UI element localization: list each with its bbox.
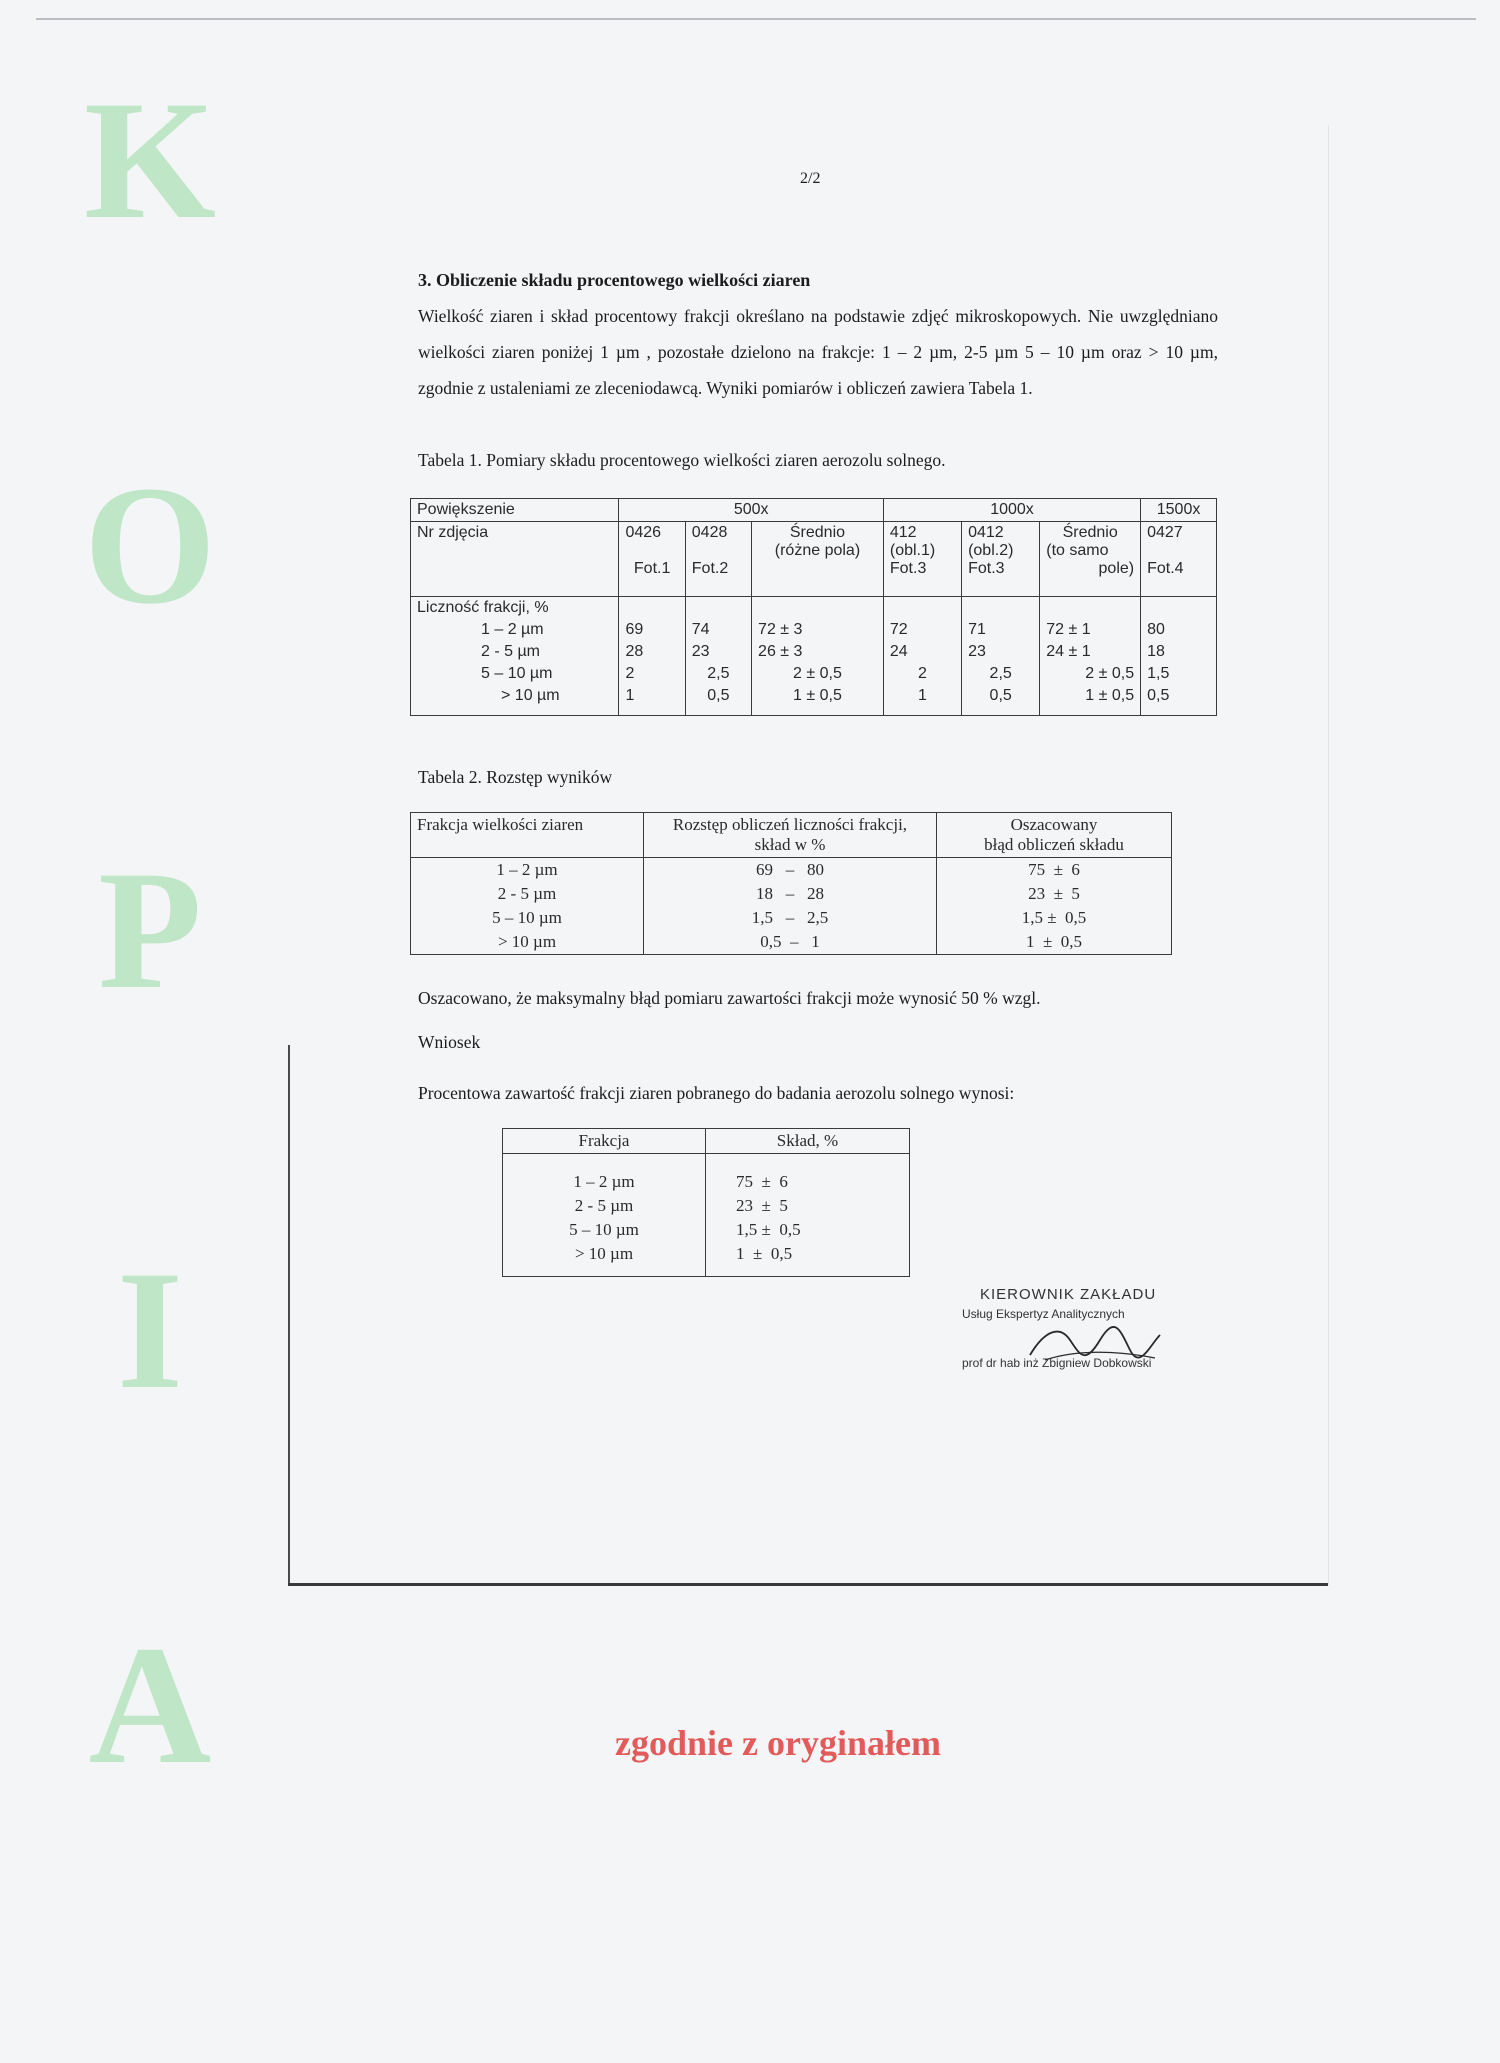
table1 bbox=[410, 498, 1217, 716]
cell: 80 bbox=[1141, 619, 1217, 641]
table3-header-fraction: Frakcja bbox=[503, 1129, 706, 1154]
cell: 1,5 bbox=[1141, 663, 1217, 685]
table1-mag-500: 500x bbox=[619, 499, 883, 522]
cell: 72 ± 3 bbox=[752, 619, 884, 641]
scan-frame-bottom bbox=[288, 1583, 1328, 1586]
table2-caption: Tabela 2. Rozstęp wyników bbox=[418, 767, 613, 787]
composition-value: 1,5 ± 0,5 bbox=[706, 1218, 910, 1242]
accuracy-note: Oszacowano, że maksymalny błąd pomiaru zawartości frakcji może wynosić 50 % wzgl. bbox=[418, 988, 1041, 1008]
table-row bbox=[411, 906, 1172, 930]
photo-note: (różne pola) bbox=[774, 542, 861, 559]
cell: 2 ± 0,5 bbox=[1040, 663, 1141, 685]
fraction-label: 2 - 5 µm bbox=[411, 882, 644, 906]
table-row bbox=[411, 858, 1172, 883]
photo-note: (to samo bbox=[1046, 542, 1109, 559]
table1-label-frequency: Liczność frakcji, % bbox=[411, 597, 619, 620]
fraction-label: > 10 µm bbox=[411, 685, 619, 716]
page-number: 2/2 bbox=[800, 170, 821, 187]
photo-note: pole) bbox=[1098, 560, 1135, 577]
table-row bbox=[411, 619, 1217, 641]
range-value: 1,5 – 2,5 bbox=[644, 906, 937, 930]
table1-mag-1000: 1000x bbox=[883, 499, 1140, 522]
composition-value: 75 ± 6 bbox=[706, 1170, 910, 1194]
fraction-label: 2 - 5 µm bbox=[411, 641, 619, 663]
cell: 2 bbox=[883, 663, 961, 685]
header-line: skład w % bbox=[754, 835, 826, 854]
table-row bbox=[503, 1218, 910, 1242]
table2-header-error bbox=[937, 813, 1172, 858]
photo-fot: Fot.1 bbox=[633, 560, 671, 577]
photo-fot: Fot.4 bbox=[1147, 560, 1184, 577]
table2-header-range bbox=[644, 813, 937, 858]
cell: 2 ± 0,5 bbox=[752, 663, 884, 685]
fraction-label: 5 – 10 µm bbox=[411, 663, 619, 685]
table-row bbox=[503, 1170, 910, 1194]
photo-id: Średnio bbox=[789, 524, 846, 541]
cell: 1 bbox=[883, 685, 961, 716]
cell: 2 bbox=[619, 663, 685, 685]
conclusion-text: Procentowa zawartość frakcji ziaren pobranego do badania aerozolu solnego wynosi: bbox=[418, 1083, 1015, 1103]
table3-header-composition: Skład, % bbox=[706, 1129, 910, 1154]
fraction-label: 5 – 10 µm bbox=[503, 1218, 706, 1242]
photo-id: 0427 bbox=[1147, 524, 1183, 541]
table2 bbox=[410, 812, 1172, 955]
cell: 0,5 bbox=[685, 685, 751, 716]
table-row bbox=[411, 685, 1217, 716]
table1-label-magnification: Powiększenie bbox=[411, 499, 619, 522]
cell: 2,5 bbox=[685, 663, 751, 685]
photo-id: 0412 bbox=[968, 524, 1004, 541]
certified-copy-stamp: zgodnie z oryginałem bbox=[615, 1723, 941, 1763]
fraction-label: 1 – 2 µm bbox=[411, 858, 644, 883]
fraction-label: 5 – 10 µm bbox=[411, 906, 644, 930]
cell: 0,5 bbox=[1141, 685, 1217, 716]
cell: 24 bbox=[883, 641, 961, 663]
error-value: 1 ± 0,5 bbox=[937, 930, 1172, 955]
table1-mag-1500: 1500x bbox=[1141, 499, 1217, 522]
fraction-label: 2 - 5 µm bbox=[503, 1194, 706, 1218]
page-edge-line bbox=[36, 18, 1476, 20]
error-value: 23 ± 5 bbox=[937, 882, 1172, 906]
conclusion-title: Wniosek bbox=[418, 1032, 481, 1052]
cell: 28 bbox=[619, 641, 685, 663]
error-value: 1,5 ± 0,5 bbox=[937, 906, 1172, 930]
cell: 72 bbox=[883, 619, 961, 641]
composition-value: 23 ± 5 bbox=[706, 1194, 910, 1218]
cell: 74 bbox=[685, 619, 751, 641]
header-line: Oszacowany bbox=[1010, 815, 1098, 834]
cell: 69 bbox=[619, 619, 685, 641]
table1-photo-cell bbox=[883, 522, 961, 597]
table2-header-fraction: Frakcja wielkości ziaren bbox=[411, 813, 644, 858]
watermark-letter-i: I bbox=[116, 1236, 184, 1424]
watermark-letter-a: A bbox=[88, 1611, 212, 1799]
table-row bbox=[503, 1194, 910, 1218]
table-row bbox=[411, 882, 1172, 906]
composition-value: 1 ± 0,5 bbox=[706, 1242, 910, 1277]
signature-unit: Usług Ekspertyz Analitycznych bbox=[962, 1307, 1125, 1321]
cell: 1 bbox=[619, 685, 685, 716]
photo-fot: Fot.2 bbox=[691, 560, 729, 577]
cell: 1 ± 0,5 bbox=[752, 685, 884, 716]
header-line: Rozstęp obliczeń liczności frakcji, bbox=[672, 815, 908, 834]
table1-photo-cell bbox=[1040, 522, 1141, 597]
watermark-letter-o: O bbox=[83, 451, 217, 639]
photo-fot: Fot.3 bbox=[968, 560, 1005, 577]
section-heading: 3. Obliczenie składu procentowego wielkości ziaren bbox=[418, 270, 811, 290]
table1-label-photo-nr: Nr zdjęcia bbox=[411, 522, 619, 597]
watermark-letter-p: P bbox=[98, 836, 202, 1024]
section-paragraph: Wielkość ziaren i skład procentowy frakcji określano na podstawie zdjęć mikroskopowych. Nie uwzględniano wielkości ziaren poniżej 1 µm , pozostałe dzielono na frakcje: 1 – 2 µm, 2-5 µm 5 – 10 µm oraz > 10 µm, zgodnie z ustaleniami ze zleceniodawcą. Wyniki pomiarów i obliczeń zawiera Tabela 1. bbox=[418, 306, 1218, 398]
photo-note: (obl.1) bbox=[889, 542, 936, 559]
range-value: 18 – 28 bbox=[644, 882, 937, 906]
table-row bbox=[411, 930, 1172, 955]
watermark-letter-k: K bbox=[83, 66, 217, 254]
table1-photo-cell bbox=[685, 522, 751, 597]
error-value: 75 ± 6 bbox=[937, 858, 1172, 883]
table1-caption: Tabela 1. Pomiary składu procentowego wielkości ziaren aerozolu solnego. bbox=[418, 450, 946, 470]
photo-id: 0426 bbox=[625, 524, 662, 541]
table-row bbox=[411, 641, 1217, 663]
fraction-label: 1 – 2 µm bbox=[411, 619, 619, 641]
fraction-label: > 10 µm bbox=[411, 930, 644, 955]
photo-note: (obl.2) bbox=[968, 542, 1014, 559]
fraction-label: 1 – 2 µm bbox=[503, 1170, 706, 1194]
cell: 18 bbox=[1141, 641, 1217, 663]
table1-photo-cell bbox=[619, 522, 685, 597]
range-value: 0,5 – 1 bbox=[644, 930, 937, 955]
photo-fot: Fot.3 bbox=[889, 560, 927, 577]
cell: 0,5 bbox=[962, 685, 1040, 716]
header-line: błąd obliczeń składu bbox=[984, 835, 1124, 854]
table1-photo-cell bbox=[752, 522, 884, 597]
photo-id: Średnio bbox=[1062, 524, 1118, 541]
cell: 24 ± 1 bbox=[1040, 641, 1141, 663]
signature-title: KIEROWNIK ZAKŁADU bbox=[980, 1286, 1157, 1303]
cell: 2,5 bbox=[962, 663, 1040, 685]
scan-edge-right bbox=[1328, 125, 1329, 1585]
photo-id: 412 bbox=[889, 524, 917, 541]
table1-photo-cell bbox=[1141, 522, 1217, 597]
table3 bbox=[502, 1128, 910, 1277]
table1-photo-cell bbox=[962, 522, 1040, 597]
scan-frame-left bbox=[288, 1045, 290, 1585]
cell: 23 bbox=[962, 641, 1040, 663]
cell: 72 ± 1 bbox=[1040, 619, 1141, 641]
table-row bbox=[503, 1242, 910, 1277]
cell: 1 ± 0,5 bbox=[1040, 685, 1141, 716]
cell: 71 bbox=[962, 619, 1040, 641]
table-row bbox=[411, 663, 1217, 685]
cell: 23 bbox=[685, 641, 751, 663]
range-value: 69 – 80 bbox=[644, 858, 937, 883]
fraction-label: > 10 µm bbox=[503, 1242, 706, 1277]
photo-id: 0428 bbox=[691, 524, 728, 541]
cell: 26 ± 3 bbox=[752, 641, 884, 663]
signature-name: prof dr hab inż Zbigniew Dobkowski bbox=[962, 1356, 1152, 1370]
